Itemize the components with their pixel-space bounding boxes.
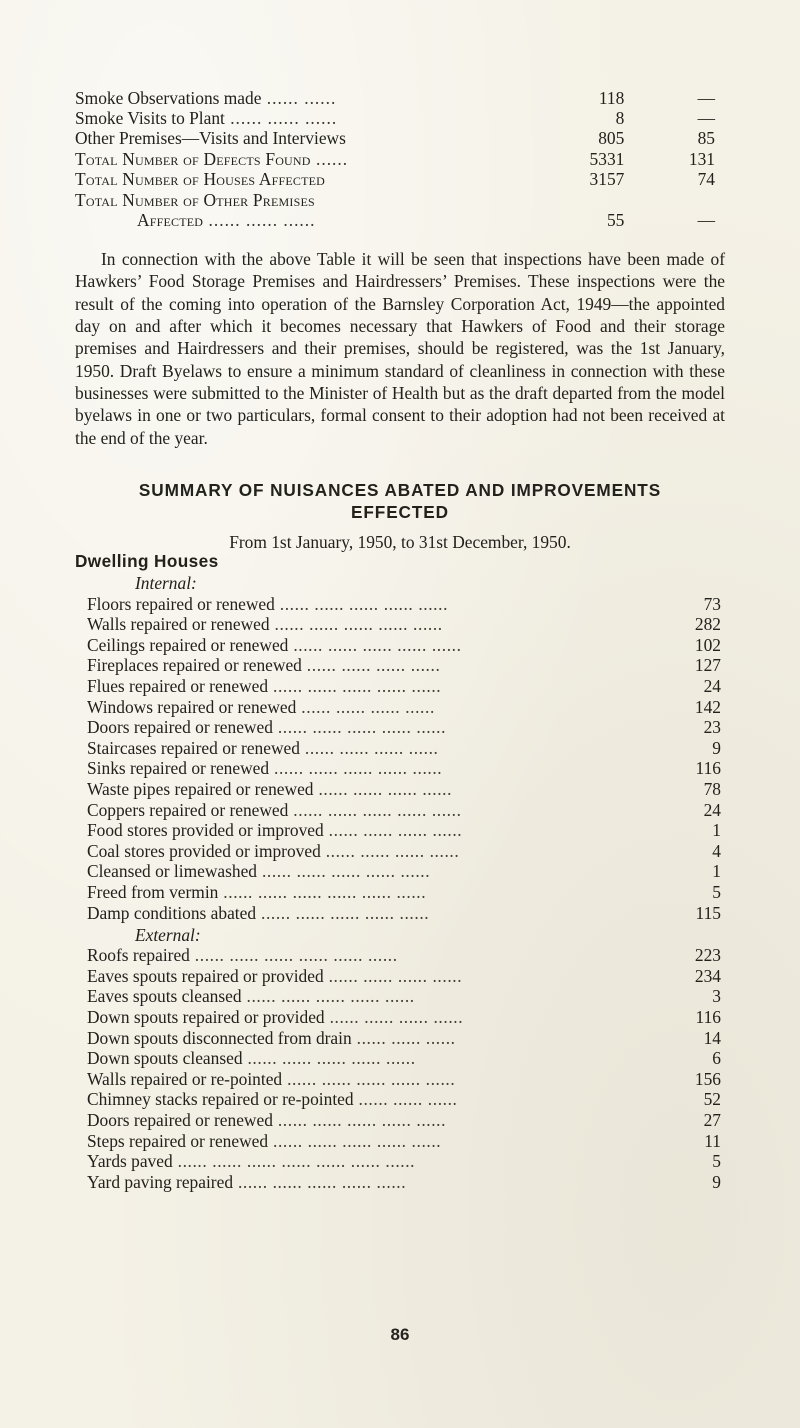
item-label-text: Food stores provided or improved (87, 820, 324, 841)
row-label (75, 88, 544, 108)
leader-dots: ...... ...... ...... ...... ...... (268, 676, 442, 697)
item-label-text: Down spouts disconnected from drain (87, 1027, 352, 1048)
item-label (75, 1028, 644, 1049)
item-label-text: Down spouts cleansed (87, 1048, 243, 1069)
list-item (75, 1152, 725, 1173)
leader-dots: ...... ...... ...... ...... ...... (288, 634, 462, 655)
item-label-text: Windows repaired or renewed (87, 696, 297, 717)
list-item (75, 676, 725, 697)
leader-dots: ...... ...... ...... ...... (313, 779, 453, 800)
table-row (75, 129, 725, 149)
leader-dots: ...... ...... ...... ...... ...... (269, 614, 443, 635)
item-label (75, 862, 644, 883)
list-item (75, 1131, 725, 1152)
table-row (75, 190, 725, 210)
list-item (75, 656, 725, 677)
row-value-secondary (644, 190, 725, 210)
item-label-text: Steps repaired or renewed (87, 1130, 269, 1151)
leader-dots: ...... ...... ...... ...... ...... ...... (218, 882, 427, 903)
row-label (75, 170, 544, 190)
item-value: 9 (712, 1171, 721, 1192)
item-value: 4 (712, 840, 721, 861)
list-item (75, 1007, 725, 1028)
body-paragraph: In connection with the above Table it will be seen that inspections have been made of Hawkers’ Food Storage Premises and Hairdressers’ Premises. These inspections were the result of the coming into operation of the Barnsley Corporation Act, 1949—the appointed day on and after which it becomes necessary that Hawkers of Food and their storage premises and Hairdressers and their premises, should be registered, was the 1st January, 1950. Draft Byelaws to ensure a minimum standard of cleanliness in connection with these businesses were submitted to the Minister of Health but as the draft departed from the model byelaws in one or two particulars, formal consent to their adoption had not been received at the end of the year. (75, 248, 725, 448)
item-label (75, 1110, 644, 1131)
leader-dots: ...... ...... ...... ...... (296, 696, 435, 717)
subsection-title: Internal: (135, 573, 197, 594)
page-content (75, 88, 725, 1193)
item-label-text: Coal stores provided or improved (87, 840, 321, 861)
list-item (75, 697, 725, 718)
inspection-summary-table (75, 88, 725, 231)
list-item (75, 1110, 725, 1131)
table-row (75, 149, 725, 169)
item-label (75, 800, 644, 821)
item-label (75, 1007, 644, 1028)
list-item (75, 946, 725, 967)
item-label-text: Staircases repaired or renewed (87, 737, 300, 758)
item-value: 73 (703, 593, 721, 614)
item-label-text: Walls repaired or renewed (87, 614, 270, 635)
item-label-text: Yard paving repaired (87, 1171, 234, 1192)
item-value: 127 (694, 655, 721, 676)
item-value: 52 (703, 1089, 721, 1110)
leader-dots: ...... (310, 148, 349, 169)
list-item (75, 800, 725, 821)
leader-dots: ...... ...... ...... ...... ...... (269, 758, 443, 779)
list-item (75, 594, 725, 615)
item-label (75, 1172, 644, 1193)
row-label (75, 108, 544, 128)
row-value-secondary: 74 (697, 169, 715, 190)
table-row (75, 210, 725, 230)
item-label (75, 841, 644, 862)
item-label (75, 594, 644, 615)
list-item (75, 615, 725, 636)
item-label (75, 966, 644, 987)
item-value: 223 (694, 945, 721, 966)
row-value-primary (544, 190, 644, 210)
item-value: 14 (703, 1027, 721, 1048)
leader-dots: ...... ...... ...... (224, 107, 338, 128)
item-label-text: Flues repaired or renewed (87, 676, 269, 697)
row-label-text: Other Premises—Visits and Interviews (75, 128, 346, 149)
page-number: 86 (390, 1325, 410, 1344)
list-item (75, 903, 725, 924)
item-label (75, 1131, 644, 1152)
leader-dots: ...... ...... ...... ...... (323, 965, 463, 986)
item-label (75, 946, 644, 967)
item-label (75, 1090, 644, 1111)
item-label (75, 903, 644, 924)
item-label-text: Ceilings repaired or renewed (87, 634, 289, 655)
row-label (75, 210, 544, 230)
item-label (75, 987, 644, 1008)
item-label-text: Walls repaired or re-pointed (87, 1068, 283, 1089)
leader-dots: ...... ...... ...... ...... ...... (272, 717, 447, 738)
leader-dots: ...... ...... ...... ...... (324, 1006, 464, 1027)
list-item (75, 862, 725, 883)
list-item (75, 759, 725, 780)
leader-dots: ...... ...... ...... ...... (320, 840, 460, 861)
list-item (75, 779, 725, 800)
leader-dots: ...... ...... ...... ...... ...... ...... ...... (172, 1151, 416, 1172)
item-value: 23 (703, 717, 721, 738)
row-label-text: Total Number of Houses Affected (75, 169, 325, 190)
leader-dots: ...... ...... ...... ...... ...... (282, 1068, 456, 1089)
item-label (75, 1152, 644, 1173)
item-label (75, 1069, 644, 1090)
row-label-text: Total Number of Other Premises (75, 189, 315, 210)
section-heading-line1: SUMMARY OF NUISANCES ABATED AND IMPROVEMENTS (138, 480, 662, 501)
table-row (75, 88, 725, 108)
list-item (75, 1090, 725, 1111)
row-label (75, 149, 544, 169)
list-item (75, 882, 725, 903)
row-value-secondary: — (697, 209, 715, 230)
table-row (75, 108, 725, 128)
item-label (75, 882, 644, 903)
row-value-secondary: 131 (688, 148, 715, 169)
row-value-primary: 3157 (589, 169, 625, 190)
inspection-summary-body (75, 88, 725, 231)
leader-dots: ...... ...... ...... ...... ...... (274, 593, 449, 614)
item-value: 9 (712, 737, 721, 758)
item-value: 116 (695, 758, 721, 779)
item-label-text: Cleansed or limewashed (87, 861, 257, 882)
row-value-primary: 805 (598, 128, 625, 149)
leader-dots: ...... ...... ...... ...... (299, 737, 439, 758)
leader-dots: ...... ...... ...... ...... ...... (288, 799, 462, 820)
item-value: 5 (712, 1151, 721, 1172)
item-label-text: Freed from vermin (87, 882, 219, 903)
list-item (75, 718, 725, 739)
list-item (75, 1028, 725, 1049)
item-label-text: Floors repaired or renewed (87, 593, 275, 614)
group-title-dwelling-houses: Dwelling Houses (75, 551, 219, 572)
row-value-primary: 118 (598, 87, 625, 108)
item-label-text: Down spouts repaired or provided (87, 1006, 325, 1027)
summary-sections (75, 573, 725, 1193)
list-item (75, 738, 725, 759)
list-item (75, 966, 725, 987)
leader-dots: ...... ...... (261, 87, 337, 108)
leader-dots: ...... ...... ...... (203, 209, 316, 230)
leader-dots: ...... ...... ...... ...... ...... (257, 861, 431, 882)
list-item (75, 1049, 725, 1070)
item-label-text: Chimney stacks repaired or re-pointed (87, 1089, 354, 1110)
itemised-counts-table (75, 594, 725, 924)
item-label-text: Eaves spouts cleansed (87, 986, 242, 1007)
item-label (75, 821, 644, 842)
item-label (75, 676, 644, 697)
item-label (75, 759, 644, 780)
itemised-counts-body (75, 946, 725, 1193)
row-label-text: Smoke Visits to Plant (75, 107, 225, 128)
item-value: 6 (712, 1048, 721, 1069)
item-value: 156 (694, 1068, 721, 1089)
item-value: 102 (694, 634, 721, 655)
item-label (75, 697, 644, 718)
itemised-counts-table (75, 946, 725, 1193)
leader-dots: ...... ...... ...... ...... ...... (233, 1171, 407, 1192)
item-label (75, 738, 644, 759)
row-value-primary: 8 (615, 107, 625, 128)
date-range-line: From 1st January, 1950, to 31st December, 1950. (229, 532, 571, 553)
item-value: 234 (694, 965, 721, 986)
item-value: 3 (712, 986, 721, 1007)
item-value: 24 (703, 676, 721, 697)
item-label (75, 656, 644, 677)
item-label-text: Coppers repaired or renewed (87, 799, 289, 820)
row-label (75, 129, 544, 149)
item-label-text: Sinks repaired or renewed (87, 758, 270, 779)
row-label-text: Affected (137, 209, 204, 230)
item-label (75, 635, 644, 656)
leader-dots: ...... ...... ...... ...... ...... ...... (189, 945, 398, 966)
list-item (75, 1172, 725, 1193)
row-value-secondary: — (697, 107, 715, 128)
item-label (75, 1049, 644, 1070)
leader-dots: ...... ...... ...... ...... ...... (272, 1109, 447, 1130)
table-row (75, 170, 725, 190)
leader-dots: ...... ...... ...... ...... ...... (268, 1130, 442, 1151)
row-value-secondary: — (697, 87, 715, 108)
itemised-counts-body (75, 594, 725, 924)
item-label-text: Yards paved (87, 1151, 173, 1172)
row-value-primary: 5331 (589, 148, 625, 169)
leader-dots: ...... ...... ...... (353, 1089, 458, 1110)
item-label-text: Doors repaired or renewed (87, 717, 273, 738)
subsection-title: External: (135, 924, 201, 945)
item-label (75, 615, 644, 636)
item-label-text: Damp conditions abated (87, 902, 257, 923)
item-value: 11 (704, 1130, 721, 1151)
list-item (75, 987, 725, 1008)
item-label-text: Fireplaces repaired or renewed (87, 655, 302, 676)
item-value: 116 (695, 1006, 721, 1027)
item-label-text: Eaves spouts repaired or provided (87, 965, 324, 986)
item-value: 115 (695, 902, 721, 923)
leader-dots: ...... ...... ...... ...... (323, 820, 463, 841)
item-value: 142 (694, 696, 721, 717)
item-value: 1 (712, 820, 721, 841)
item-label-text: Roofs repaired (87, 945, 190, 966)
leader-dots: ...... ...... ...... (351, 1027, 456, 1048)
row-label-text: Total Number of Defects Found (75, 148, 311, 169)
row-value-secondary: 85 (697, 128, 715, 149)
row-label-text: Smoke Observations made (75, 87, 262, 108)
item-label-text: Waste pipes repaired or renewed (87, 779, 314, 800)
item-value: 1 (712, 861, 721, 882)
item-label (75, 779, 644, 800)
item-value: 78 (703, 779, 721, 800)
list-item (75, 1069, 725, 1090)
list-item (75, 821, 725, 842)
row-label (75, 190, 544, 210)
list-item (75, 841, 725, 862)
leader-dots: ...... ...... ...... ...... ...... (242, 1048, 416, 1069)
leader-dots: ...... ...... ...... ...... ...... (256, 902, 430, 923)
list-item (75, 635, 725, 656)
item-value: 27 (703, 1109, 721, 1130)
item-value: 282 (694, 614, 721, 635)
item-label (75, 718, 644, 739)
item-label-text: Doors repaired or renewed (87, 1109, 273, 1130)
section-heading-line2: EFFECTED (351, 502, 449, 523)
item-value: 5 (712, 882, 721, 903)
item-value: 24 (703, 799, 721, 820)
leader-dots: ...... ...... ...... ...... ...... (241, 986, 415, 1007)
section-heading (75, 479, 725, 523)
row-value-primary: 55 (606, 209, 625, 230)
leader-dots: ...... ...... ...... ...... (301, 655, 441, 676)
